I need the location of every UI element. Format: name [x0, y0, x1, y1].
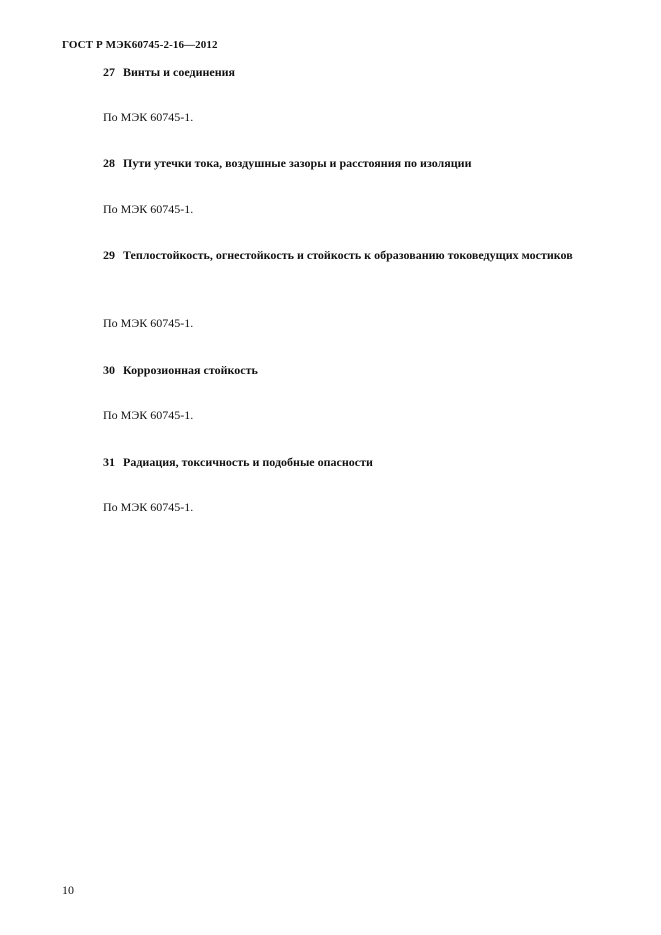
- section-heading: [103, 358, 615, 382]
- section-27-reference: По МЭК 60745-1.: [103, 110, 194, 124]
- section-number: 29: [103, 248, 115, 262]
- section-title: Теплостойкость, огнестойкость и стойкость к образованию токоведущих мостиков: [123, 248, 573, 262]
- section-30-reference: По МЭК 60745-1.: [103, 408, 194, 422]
- section-heading: [103, 450, 615, 474]
- section-heading: [103, 60, 615, 84]
- section-28-reference: По МЭК 60745-1.: [103, 202, 194, 216]
- section-heading: [103, 151, 615, 175]
- section-31-reference: По МЭК 60745-1.: [103, 500, 194, 514]
- section-title: Коррозионная стойкость: [123, 363, 258, 377]
- section-title: Радиация, токсичность и подобные опасности: [123, 455, 373, 469]
- section-number: 30: [103, 363, 115, 377]
- section-27: [103, 60, 615, 84]
- section-number: 31: [103, 455, 115, 469]
- section-31: [103, 450, 615, 474]
- document-code-header: ГОСТ Р МЭК60745-2-16—2012: [62, 39, 218, 51]
- section-29: [103, 243, 615, 267]
- section-28: [103, 151, 615, 175]
- section-title: Винты и соединения: [123, 65, 236, 79]
- section-number: 28: [103, 156, 115, 170]
- section-heading: [103, 243, 615, 267]
- section-29-reference: По МЭК 60745-1.: [103, 316, 194, 330]
- section-title: Пути утечки тока, воздушные зазоры и расстояния по изоляции: [123, 156, 472, 170]
- section-30: [103, 358, 615, 382]
- section-number: 27: [103, 65, 115, 79]
- page-number: 10: [62, 883, 74, 897]
